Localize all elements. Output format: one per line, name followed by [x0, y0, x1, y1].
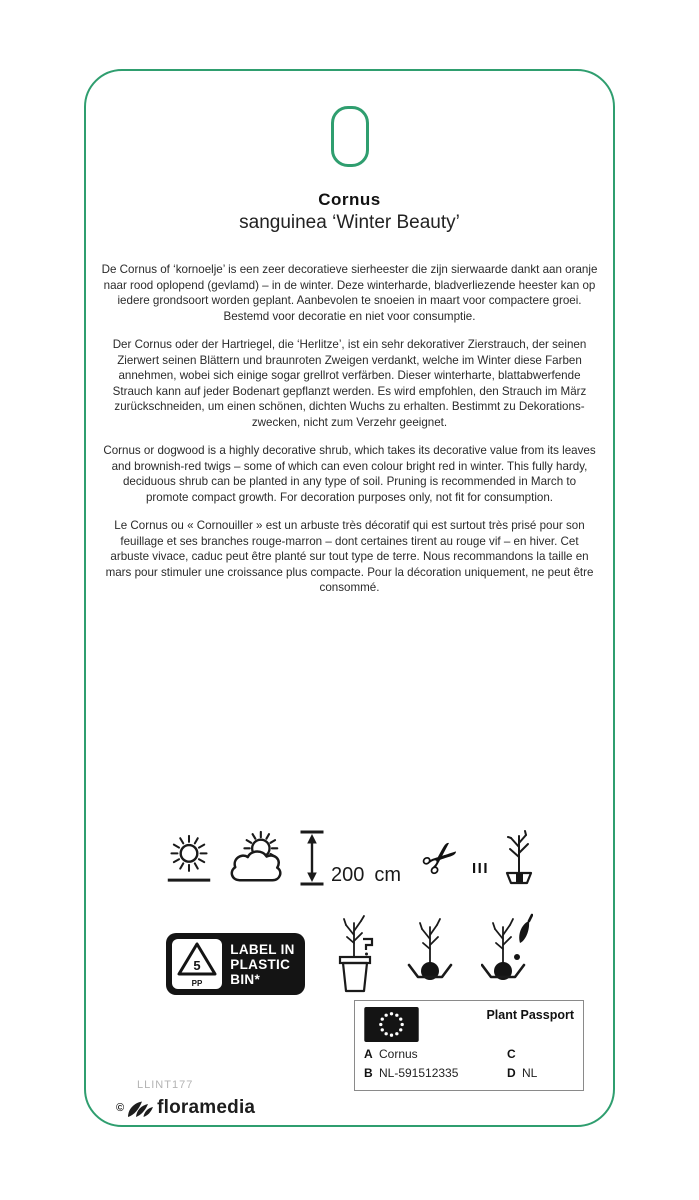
- care-icons-row: [86, 823, 613, 891]
- badge-line-2: PLASTIC: [230, 956, 291, 972]
- height-arrow-icon: [299, 829, 325, 887]
- passport-value-d: NL: [522, 1066, 538, 1080]
- label-card: [84, 69, 615, 1127]
- eu-flag-icon: [364, 1007, 419, 1042]
- passport-row-ac: [364, 1047, 574, 1061]
- floramedia-logo: [116, 1097, 255, 1119]
- pruning-indicator: [410, 827, 490, 891]
- passport-title: Plant Passport: [486, 1008, 574, 1022]
- pruning-shears-icon: ✂: [410, 827, 472, 891]
- recycling-pp5-icon: [172, 939, 222, 989]
- description-english: Cornus or dogwood is a highly decorative shrub, which takes its decorative value from its leaves and brownish-red twigs – some of which can even colour bright red in winter. This fully hardy, deciduous shrub can be planted in any type of soil. Pruning is recommended in March to promote compact growth. For decoration purposes only, not fit for consumption.: [103, 444, 596, 504]
- passport-key-b: B: [364, 1066, 373, 1080]
- print-code: LLINT177: [137, 1079, 194, 1091]
- description-german: Der Cornus oder der Hartriegel, die ‘Herlitze’, ist ein sehr dekorativer Zierstrauch, der seinen Zierwert seinen Blättern und braunroten Zweigen verdankt, welche im Winter diese Farben annehmen, wobei sich einige sogar grellrot verfärben. Dieser winterharte, blattabwerfende Strauch kann auf jeder Bodenart gepflanzt werden. Es wird empfohlen, den Strauch im März zurückschneiden, um einen schönen, dichten Wuchs zu erhalten. Bestimmt zu Dekorations- zwecken, nicht zum Verzehr geeignet.: [112, 338, 587, 429]
- label-in-plastic-bin-badge: [166, 933, 304, 995]
- plant-passport-box: [354, 1000, 584, 1091]
- height-indicator: [299, 829, 401, 887]
- badge-line-1: LABEL IN: [230, 941, 295, 957]
- rootball-planting-icon: [407, 913, 453, 995]
- copyright-symbol: ©: [116, 1102, 125, 1114]
- rootball-trowel-icon: [481, 913, 533, 995]
- passport-key-d: D: [507, 1066, 516, 1080]
- pot-with-tap-icon: [333, 913, 379, 995]
- badge-line-3: BIN*: [230, 971, 260, 987]
- full-sun-icon: [165, 829, 213, 887]
- sun-behind-cloud-icon: [228, 829, 284, 887]
- description-paragraphs: [101, 262, 598, 609]
- recycling-and-planting-row: [86, 911, 613, 995]
- passport-value-a: Cornus: [379, 1047, 418, 1061]
- height-unit: cm: [374, 864, 402, 886]
- passport-value-b: NL-591512335: [379, 1066, 459, 1080]
- passport-key-c: C: [507, 1047, 516, 1061]
- floramedia-leaves-icon: [127, 1099, 154, 1118]
- passport-row-bd: [364, 1066, 574, 1080]
- description-french: Le Cornus ou « Cornouiller » est un arbuste très décoratif qui est surtout très prisé pour son feuillage et ses branches rouge-marron – dont certaines tirent au rouge vif – en hiver. Cet arbuste vivace, caduc peut être planté sur tout type de terre. Nous recommandons la taille en mars pour stimuler une croissance plus compacte. Pour la décoration uniquement, ne peut être consommé.: [105, 519, 594, 594]
- passport-value-c: [522, 1047, 574, 1061]
- hang-hole: [331, 106, 369, 167]
- passport-key-a: A: [364, 1047, 373, 1061]
- bare-shrub-icon: [504, 829, 534, 887]
- badge-text: [230, 942, 294, 987]
- plant-genus-title: Cornus: [318, 190, 381, 209]
- recycling-material: PP: [191, 979, 203, 988]
- recycling-number: 5: [193, 958, 201, 973]
- description-dutch: De Cornus of ‘kornoelje’ is een zeer decoratieve sierheester die zijn sierwaarde dankt aan oranje naar rood oplopend (gevlamd) – in de winter. Deze winterharde, bladverliezende heester kan op iedere grondsoort worden geplant. Aanbevolen te snoeien in maart voor compactere groei. Bestemd voor decoratie en niet voor consumptie.: [101, 263, 598, 323]
- plant-species-subtitle: sanguinea ‘Winter Beauty’: [239, 212, 460, 233]
- brand-name: floramedia: [157, 1097, 256, 1118]
- pruning-month: III: [472, 860, 490, 877]
- height-value: 200 cm: [330, 864, 402, 886]
